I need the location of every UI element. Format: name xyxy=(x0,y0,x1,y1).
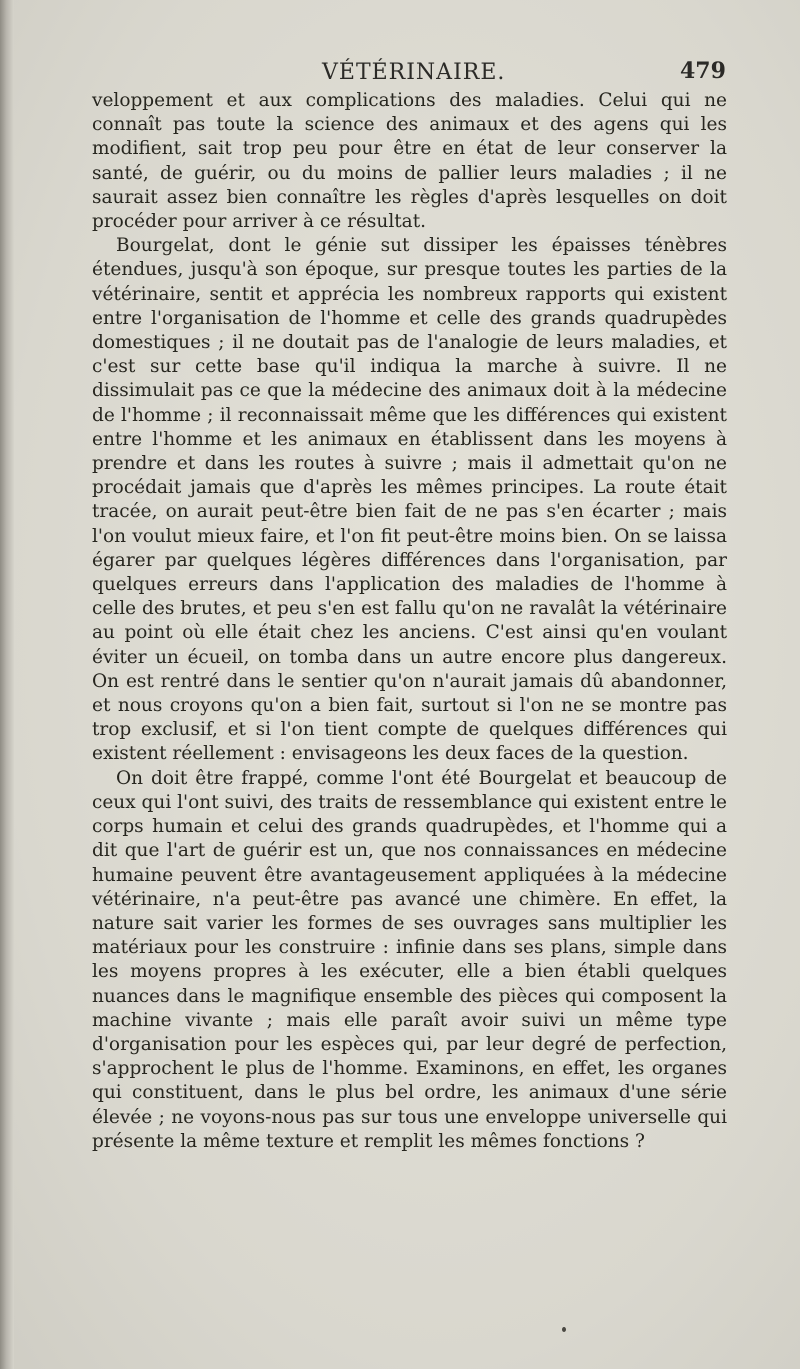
page-number: 479 xyxy=(680,58,726,84)
body-text xyxy=(92,89,727,1154)
paragraph-continued: veloppement et aux complications des maladies. Celui qui ne connaît pas toute la science des animaux et des agens qui les modifient, sait trop peu pour être en état de leur conserver la santé, de guérir, ou du moins de pallier leurs maladies ; il ne saurait assez bien connaître les règles d'après lesquelles on doit procéder pour arriver à ce résultat. xyxy=(92,90,727,233)
running-title: VÉTÉRINAIRE. xyxy=(322,60,506,85)
running-head xyxy=(0,56,800,90)
paragraph-bourgelat: Bourgelat, dont le génie sut dissiper les épaisses ténèbres étendues, jusqu'à son époque, sur presque toutes les parties de la vétérinaire, sentit et apprécia les nombreux rapports qui existent entre l'organisation de l'homme et celle des grands quadrupèdes domestiques ; il ne doutait pas de l'analogie de leurs maladies, et c'est sur cette base qu'il indiqua la marche à suivre. Il ne dissimulait pas ce que la médecine des animaux doit à la médecine de l'homme ; il reconnaissait même que les différences qui existent entre l'homme et les animaux en établissent dans les moyens à prendre et dans les routes à suivre ; mais il admettait qu'on ne procédait jamais que d'après les mêmes principes. La route était tracée, on aurait peut-être bien fait de ne pas s'en écarter ; mais l'on voulut mieux faire, et l'on fit peut-être moins bien. On se laissa égarer par quelques légères différences dans l'organisation, par quelques erreurs dans l'application des maladies de l'homme à celle des brutes, et peu s'en est fallu qu'on ne ravalât la vétérinaire au point où elle était chez les anciens. C'est ainsi qu'en voulant éviter un écueil, on tomba dans un autre encore plus dangereux. On est rentré dans le sentier qu'on n'aurait jamais dû abandonner, et nous croyons qu'on a bien fait, surtout si l'on ne se montre pas trop exclusif, et si l'on tient compte de quelques différences qui existent réellement : envisageons les deux faces de la question. xyxy=(92,235,727,765)
ink-speck xyxy=(562,1327,566,1332)
paragraph-ressemblance: On doit être frappé, comme l'ont été Bourgelat et beaucoup de ceux qui l'ont suivi, des traits de ressemblance qui existent entre le corps humain et celui des grands quadrupèdes, et l'homme qui a dit que l'art de guérir est un, que nos connaissances en médecine humaine peuvent être avantageusement appliquées à la médecine vétérinaire, n'a peut-être pas avancé une chimère. En effet, la nature sait varier les formes de ses ouvrages sans multiplier les matériaux pour les construire : infinie dans ses plans, simple dans les moyens propres à les exécuter, elle a bien établi quelques nuances dans le magnifique ensemble des pièces qui composent la machine vivante ; mais elle paraît avoir suivi un même type d'organisation pour les espèces qui, par leur degré de perfection, s'approchent le plus de l'homme. Examinons, en effet, les organes qui constituent, dans le plus bel ordre, les animaux d'une série élevée ; ne voyons-nous pas sur tous une enveloppe universelle qui présente la même texture et remplit les mêmes fonctions ? xyxy=(92,767,727,1152)
page-gutter-shadow xyxy=(0,0,14,1369)
